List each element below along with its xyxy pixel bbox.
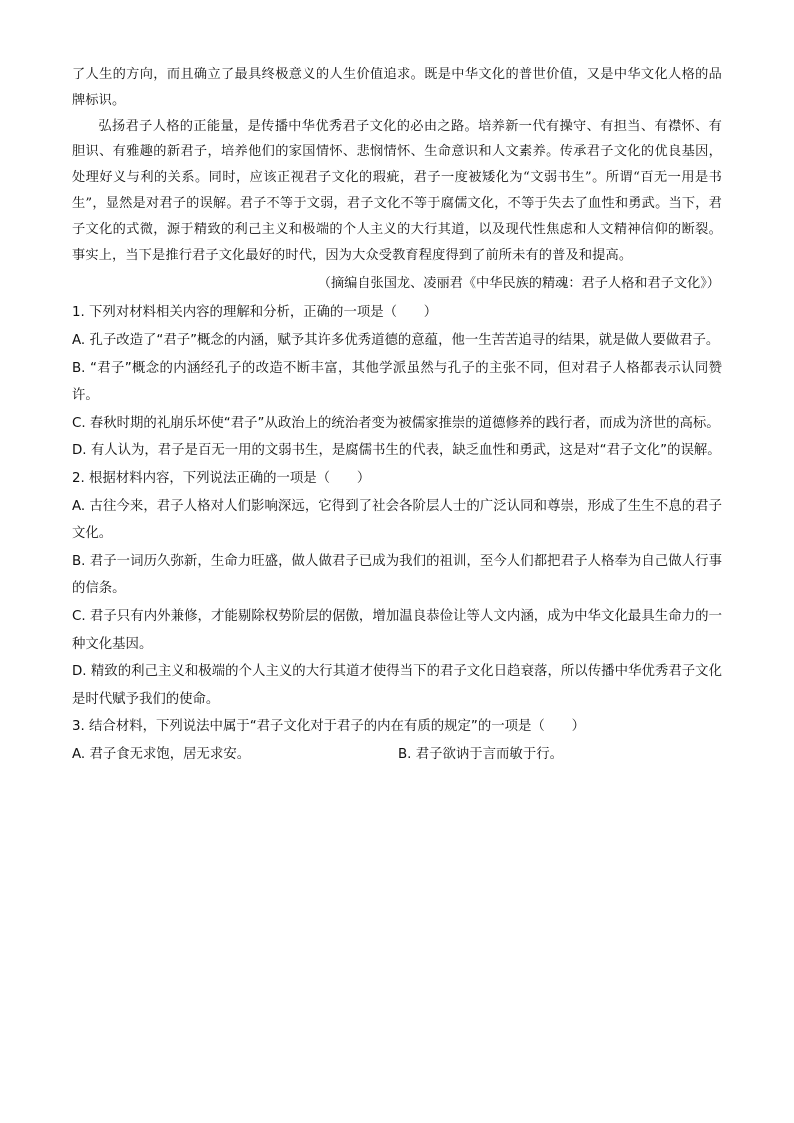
question-stem: 1. 下列对材料相关内容的理解和分析，正确的一项是（ ） (72, 305, 438, 321)
question-1 (72, 299, 722, 465)
question-list (72, 299, 722, 768)
question-stem: 2. 根据材料内容，下列说法正确的一项是（ ） (72, 470, 371, 486)
option-c: C. 春秋时期的礼崩乐坏使“君子”从政治上的统治者变为被儒家推崇的道德修养的践行者，而成为济世的高标。 (72, 415, 720, 431)
option-d: D. 精致的利己主义和极端的个人主义的大行其道才使得当下的君子文化日趋衰落，所以传播中华优秀君子文化是时代赋予我们的使命。 (72, 664, 722, 707)
passage-paragraph: 了人生的方向，而且确立了最具终极意义的人生价值追求。既是中华文化的普世价值，又是中华文化人格的品牌标识。 (72, 67, 722, 108)
reading-passage (72, 62, 722, 268)
option-a: A. 君子食无求饱，居无求安。 (72, 746, 251, 762)
question-2 (72, 465, 722, 713)
option-a: A. 古往今来，君子人格对人们影响深远，它得到了社会各阶层人士的广泛认同和尊崇，形成了生生不息的君子文化。 (72, 498, 722, 542)
option-d: D. 有人认为，君子是百无一用的文弱书生，是腐儒书生的代表，缺乏血性和勇武，这是对“君子文化”的误解。 (72, 443, 721, 459)
option-b: B. 君子一词历久弥新，生命力旺盛，做人做君子已成为我们的祖训，至今人们都把君子人格奉为自己做人行事的信条。 (72, 553, 722, 597)
option-a: A. 孔子改造了“君子”概念的内涵，赋予其许多优秀道德的意蕴，他一生苦苦追寻的结果，就是做人要做君子。 (72, 332, 720, 348)
option-b: B. 君子欲讷于言而敏于行。 (398, 746, 563, 762)
passage-paragraph: 弘扬君子人格的正能量，是传播中华优秀君子文化的必由之路。培养新一代有操守、有担当、有襟怀、有胆识、有雅趣的新君子，培养他们的家国情怀、悲悯情怀、生命意识和人文素养。传承君子文化的优良基因，处理好义与利的关系。同时，应该正视君子文化的瑕疵，君子一度被矮化为“文弱书生”。所谓“百无一用是书生”，显然是对君子的误解。君子不等于文弱，君子文化不等于腐儒文化，不等于失去了血性和勇武。当下，君子文化的式微，源于精致的利己主义和极端的个人主义的大行其道，以及现代性焦虑和人文精神信仰的断裂。事实上，当下是推行君子文化最好的时代，因为大众受教育程度得到了前所未有的普及和提高。 (72, 118, 722, 263)
question-3 (72, 713, 722, 768)
exam-page (72, 62, 722, 768)
option-row (72, 741, 722, 769)
option-c: C. 君子只有内外兼修，才能剔除权势阶层的倨傲，增加温良恭俭让等人文内涵，成为中华文化最具生命力的一种文化基因。 (72, 608, 722, 652)
option-b: B. “君子”概念的内涵经孔子的改造不断丰富，其他学派虽然与孔子的主张不同，但对君子人格都表示认同赞许。 (72, 360, 722, 404)
question-stem: 3. 结合材料，下列说法中属于“君子文化对于君子的内在有质的规定”的一项是（ ） (72, 719, 585, 735)
passage-source: （摘编自张国龙、凌丽君《中华民族的精魂：君子人格和君子文化》） (317, 276, 720, 292)
